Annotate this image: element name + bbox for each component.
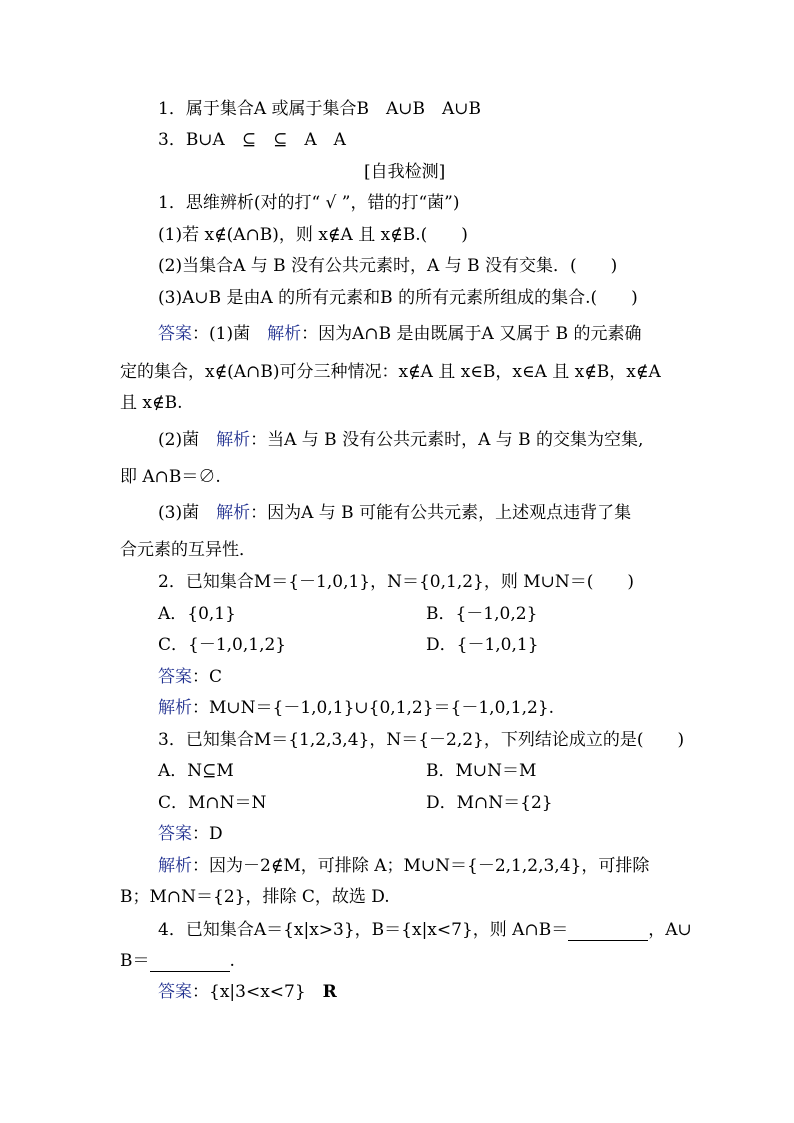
- question-2-option-b: B．{－1,0,2}: [426, 604, 538, 624]
- answer-text: ：{x|3<x<7}: [192, 982, 323, 1002]
- explanation-1-end: 且 x∉B.: [120, 393, 183, 413]
- question-4-text-2: ，A∪: [648, 920, 692, 940]
- question-2-option-c: C．{－1,0,1,2}: [158, 635, 287, 655]
- question-3-option-c: C．M∩N＝N: [158, 793, 267, 813]
- explanation-2-line: [158, 697, 554, 719]
- question-3-option-a: A．N⊆M: [158, 761, 234, 781]
- answer-label: 答案: [158, 824, 192, 844]
- question-2-option-d: D．{－1,0,1}: [426, 635, 539, 655]
- answer-2-line: [158, 666, 222, 688]
- section-heading: [自我检测]: [364, 162, 446, 182]
- explanation-text: ：因为A 与 B 可能有公共元素，上述观点违背了集: [250, 503, 632, 523]
- question-2-option-a: A．{0,1}: [158, 604, 236, 624]
- answer-1-2-line: [158, 429, 643, 451]
- answer-line-1: 1．属于集合A 或属于集合B A∪B A∪B: [158, 99, 482, 119]
- explanation-text: ：当A 与 B 没有公共元素时，A 与 B 的交集为空集,: [250, 430, 644, 450]
- explanation-text: ：M∪N＝{－1,0,1}∪{0,1,2}＝{－1,0,1,2}.: [192, 698, 555, 718]
- answer-3-line: [158, 823, 223, 845]
- question-1-stem: 1．思维辨析(对的打“ √ ”，错的打“菌”): [158, 193, 460, 213]
- question-1-item-2: (2)当集合A 与 B 没有公共元素时，A 与 B 没有交集．( ): [158, 256, 618, 276]
- blank-2[interactable]: [150, 949, 230, 972]
- answer-text: ：C: [192, 667, 223, 687]
- question-3-stem: 3．已知集合M＝{1,2,3,4}，N＝{－2,2}，下列结论成立的是( ): [158, 730, 685, 750]
- answer-label: 答案: [158, 982, 192, 1002]
- explanation-text: ：因为－2∉M，可排除 A；M∪N＝{－2,1,2,3,4}，可排除: [192, 856, 650, 876]
- answer-label: 答案: [158, 667, 192, 687]
- explanation-1-cont: 定的集合，x∉(A∩B)可分三种情况：x∉A 且 x∈B，x∈A 且 x∉B，x∉A: [120, 362, 661, 382]
- answer-line-3: 3．B∪A ⊆ ⊆ A A: [158, 130, 346, 150]
- explanation-text: ：因为A∩B 是由既属于A 又属于 B 的元素确: [301, 324, 642, 344]
- answer-label: 答案: [158, 324, 192, 344]
- explanation-3-cont: 合元素的互异性．: [120, 540, 256, 560]
- answer-text: (2)菌: [158, 430, 217, 450]
- explanation-label: 解析: [216, 503, 251, 523]
- answer-text: ：D: [192, 824, 223, 844]
- question-1-item-3: (3)A∪B 是由A 的所有元素和B 的所有元素所组成的集合.( ): [158, 288, 638, 308]
- answer-1-3-line: [158, 502, 631, 524]
- explanation-label: 解析: [267, 324, 302, 344]
- question-2-stem: 2．已知集合M＝{－1,0,1}，N＝{0,1,2}，则 M∪N＝( ): [158, 572, 635, 592]
- question-3-option-d: D．M∩N＝{2}: [426, 793, 553, 813]
- explanation-3-cont: B；M∩N＝{2}，排除 C，故选 D.: [120, 887, 390, 907]
- question-1-item-1: (1)若 x∉(A∩B)，则 x∉A 且 x∉B.( ): [158, 225, 468, 245]
- question-4-stem: [158, 918, 692, 941]
- blank-1[interactable]: [568, 918, 648, 941]
- explanation-label: 解析: [158, 698, 192, 718]
- question-4-cont: [120, 949, 235, 972]
- explanation-label: 解析: [158, 856, 192, 876]
- question-4-text-3: B＝: [120, 951, 150, 971]
- explanation-label: 解析: [216, 430, 251, 450]
- explanation-3-line: [158, 855, 649, 877]
- answer-text: ：(1)菌: [192, 324, 268, 344]
- question-3-option-b: B．M∪N＝M: [426, 761, 537, 781]
- question-4-text-4: .: [229, 951, 235, 971]
- answer-text-r: R: [322, 982, 337, 1002]
- question-4-text: 4．已知集合A＝{x|x>3}，B＝{x|x<7}，则 A∩B＝: [158, 920, 569, 940]
- explanation-2-cont: 即 A∩B＝∅.: [120, 467, 221, 487]
- answer-4-line: [158, 981, 337, 1003]
- answer-text: (3)菌: [158, 503, 217, 523]
- answer-1-line: [158, 323, 642, 345]
